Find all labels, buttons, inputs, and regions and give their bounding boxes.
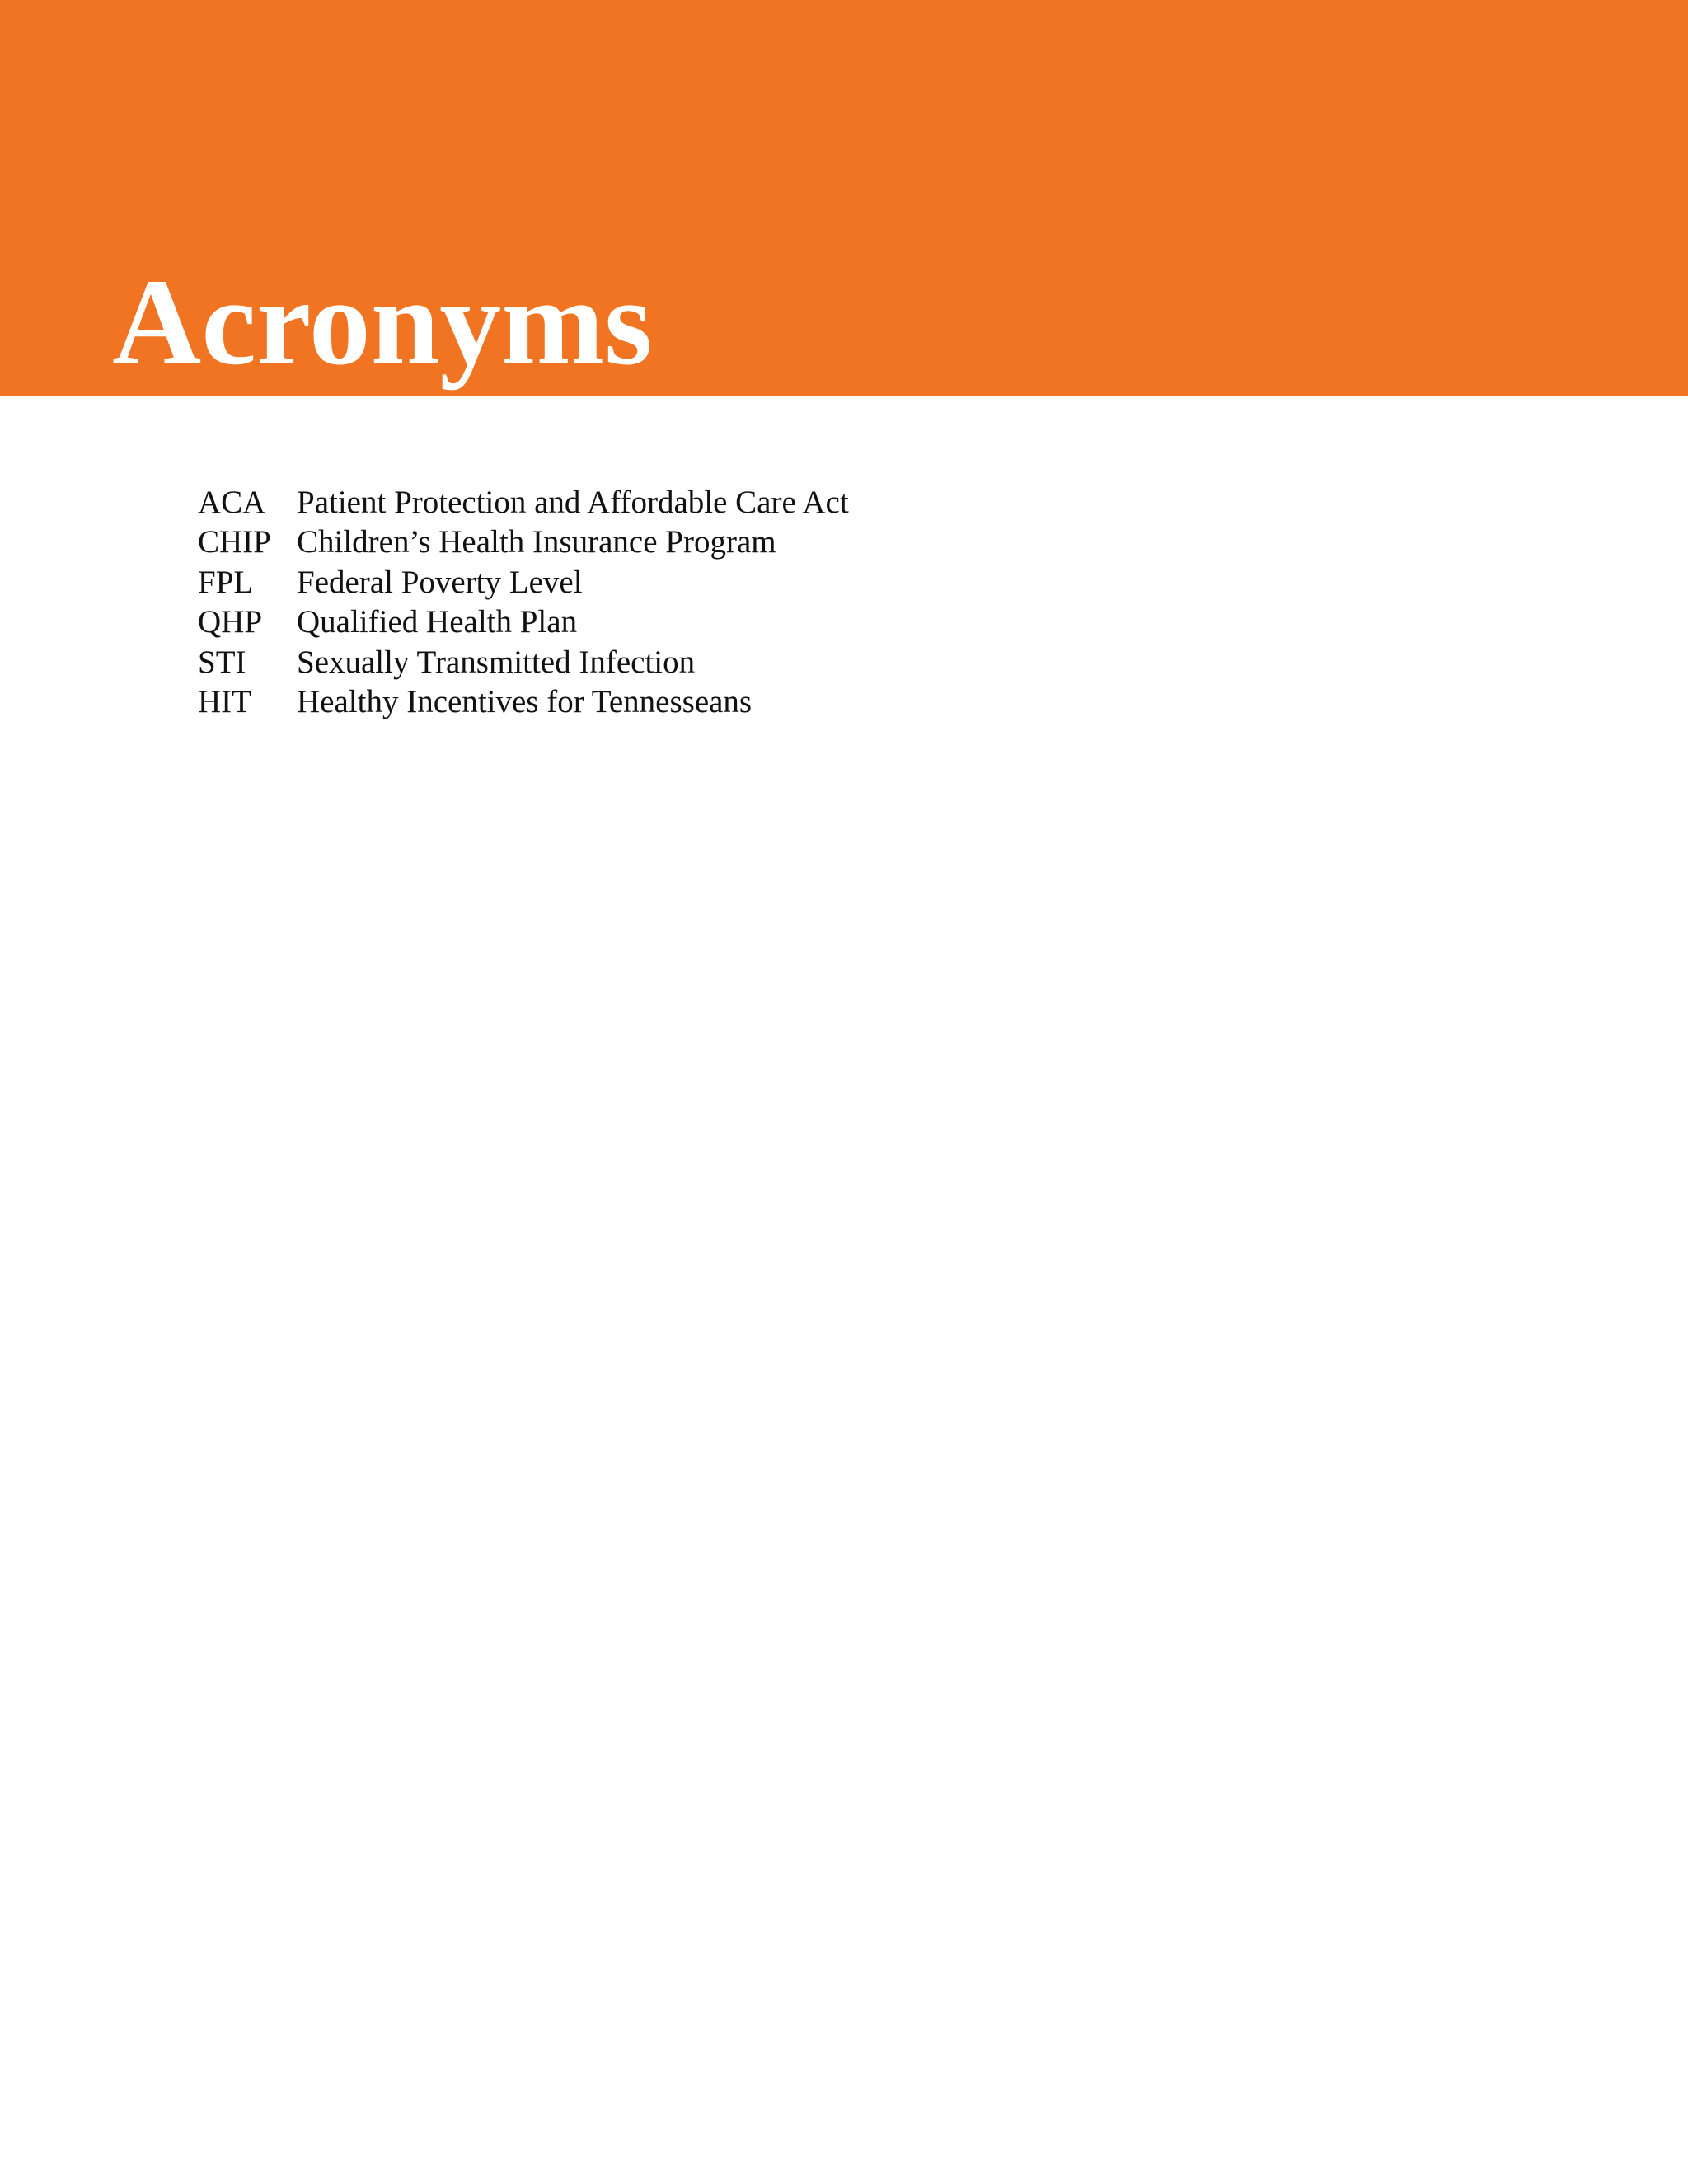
acronym-row-aca — [198, 483, 849, 523]
acronym-row-hit — [198, 682, 849, 722]
acronym-row-sti — [198, 643, 849, 682]
acronym-abbr: STI — [198, 644, 246, 680]
acronym-row-qhp — [198, 602, 849, 642]
acronym-abbr: FPL — [198, 564, 254, 600]
page-title: Acronyms — [112, 254, 653, 391]
acronym-definition: Healthy Incentives for Tennesseans — [297, 683, 753, 719]
acronym-abbr: CHIP — [198, 524, 271, 560]
acronym-definition: Qualified Health Plan — [297, 604, 578, 640]
acronym-abbr: HIT — [198, 683, 251, 719]
acronym-definition: Patient Protection and Affordable Care Act — [297, 485, 849, 520]
acronym-abbr: QHP — [198, 604, 263, 640]
acronym-definition: Federal Poverty Level — [297, 564, 583, 600]
header-banner — [0, 0, 1688, 396]
acronym-row-fpl — [198, 563, 849, 602]
acronym-row-chip — [198, 523, 849, 562]
acronym-definition: Sexually Transmitted Infection — [297, 644, 696, 680]
acronym-definition: Children’s Health Insurance Program — [297, 524, 776, 560]
acronym-list — [198, 483, 849, 722]
acronym-abbr: ACA — [198, 485, 266, 520]
